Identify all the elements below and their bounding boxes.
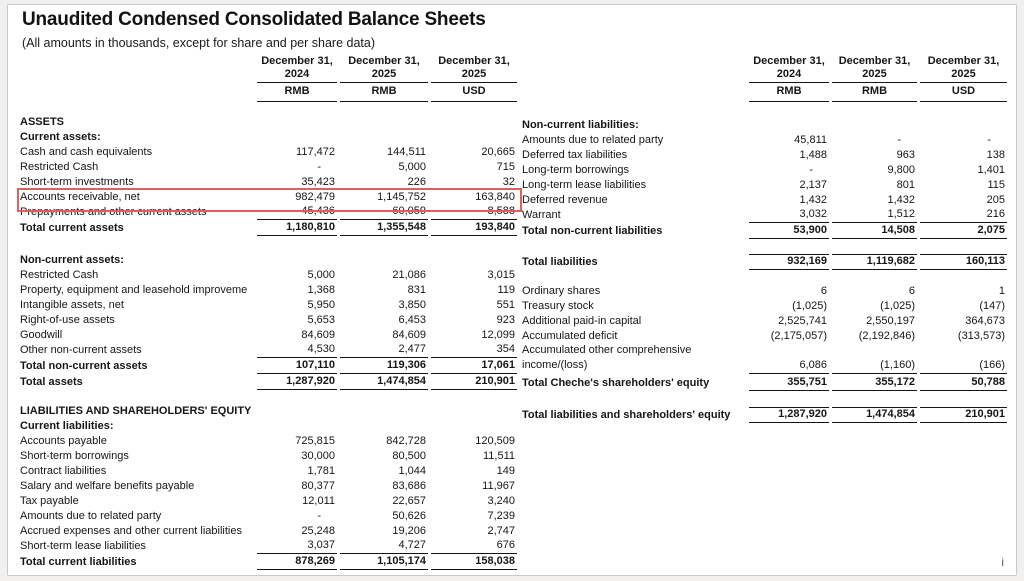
value-cell: 1,512 bbox=[832, 208, 917, 223]
row-label: Restricted Cash bbox=[20, 269, 99, 281]
value-cell bbox=[340, 144, 428, 145]
line-item-row bbox=[20, 205, 517, 220]
line-item-row bbox=[522, 163, 1007, 178]
column-header bbox=[920, 55, 1007, 102]
value-cell bbox=[920, 132, 1007, 133]
row-label: Short-term lease liabilities bbox=[20, 540, 146, 552]
value-cell: 11,511 bbox=[482, 450, 515, 462]
value-cell bbox=[340, 433, 428, 434]
row-label: Prepayments and other current assets bbox=[20, 206, 207, 218]
value-cell: 725,815 bbox=[295, 435, 335, 447]
value-cell: 2,747 bbox=[487, 525, 515, 537]
value-cell: 923 bbox=[496, 314, 515, 326]
value-cell: 1,401 bbox=[977, 164, 1005, 176]
row-label: Current liabilities: bbox=[20, 420, 114, 432]
row-label: Other non-current assets bbox=[20, 344, 142, 356]
row-label: Total non-current liabilities bbox=[522, 225, 663, 237]
value-cell: 120,509 bbox=[475, 435, 515, 447]
value-cell: 158,038 bbox=[431, 555, 517, 570]
document-page bbox=[7, 4, 1017, 576]
value-cell: 1,287,920 bbox=[257, 375, 337, 390]
row-label: ASSETS bbox=[20, 116, 65, 128]
page-number: i bbox=[1001, 555, 1004, 569]
value-cell: 1,044 bbox=[398, 465, 426, 477]
line-item-row bbox=[20, 160, 517, 175]
row-label-line: Accumulated other comprehensive bbox=[522, 344, 692, 356]
value-cell: 80,500 bbox=[392, 450, 426, 462]
value-cell: 3,850 bbox=[398, 299, 426, 311]
column-year-label: 2024 bbox=[257, 68, 337, 83]
line-item-row bbox=[20, 539, 517, 554]
column-year-label: 2025 bbox=[832, 68, 917, 83]
column-header bbox=[749, 55, 829, 102]
value-cell: 982,479 bbox=[295, 191, 335, 203]
value-cell: 83,686 bbox=[392, 480, 426, 492]
value-cell: 32 bbox=[502, 176, 515, 188]
row-label: Treasury stock bbox=[522, 300, 594, 312]
value-cell: 5,653 bbox=[307, 314, 335, 326]
row-label: Restricted Cash bbox=[20, 161, 99, 173]
column-year-label: 2025 bbox=[431, 68, 517, 83]
total-row bbox=[20, 554, 517, 570]
value-cell: 3,032 bbox=[749, 208, 829, 223]
value-cell: 2,550,197 bbox=[866, 315, 915, 327]
column-header bbox=[340, 55, 428, 102]
value-cell: (147) bbox=[979, 300, 1005, 312]
line-item-row bbox=[522, 178, 1007, 193]
line-item-row bbox=[20, 509, 517, 524]
column-header bbox=[832, 55, 917, 102]
value-cell: 1,287,920 bbox=[749, 407, 829, 423]
column-year-label: 2024 bbox=[749, 68, 829, 83]
value-cell: (313,573) bbox=[957, 330, 1005, 342]
line-item-row bbox=[20, 449, 517, 464]
row-label: Long-term borrowings bbox=[522, 164, 629, 176]
section-row bbox=[20, 404, 517, 419]
value-cell bbox=[257, 144, 337, 145]
row-label: Short-term investments bbox=[20, 176, 134, 188]
value-cell: 1,474,854 bbox=[340, 375, 428, 390]
row-label-line: income/(loss) bbox=[522, 359, 588, 371]
value-cell: 801 bbox=[896, 179, 915, 191]
value-cell: - bbox=[317, 510, 321, 522]
row-label: Current assets: bbox=[20, 131, 101, 143]
total-row bbox=[522, 407, 1007, 423]
row-label: Total current liabilities bbox=[20, 556, 137, 568]
column-currency-label: USD bbox=[431, 83, 517, 102]
value-cell: 107,110 bbox=[257, 359, 337, 374]
row-label: Non-current assets: bbox=[20, 254, 124, 266]
value-cell: 1,432 bbox=[799, 194, 827, 206]
value-cell: 35,423 bbox=[301, 176, 335, 188]
line-item-row bbox=[522, 284, 1007, 299]
value-cell: (1,160) bbox=[832, 359, 917, 374]
line-item-row bbox=[20, 283, 517, 298]
row-label: Total liabilities and shareholders' equity bbox=[522, 409, 731, 421]
value-cell: 22,657 bbox=[392, 495, 426, 507]
spacer-row bbox=[522, 391, 1007, 407]
column-currency-label: RMB bbox=[749, 83, 829, 102]
value-cell: 8,588 bbox=[431, 205, 517, 220]
column-date-label: December 31, bbox=[927, 55, 1000, 67]
value-cell: 19,206 bbox=[392, 525, 426, 537]
spacer-row bbox=[522, 239, 1007, 254]
value-cell bbox=[257, 129, 337, 130]
value-cell: 21,086 bbox=[392, 269, 426, 281]
value-cell: (2,192,846) bbox=[858, 330, 915, 342]
value-cell: 6 bbox=[908, 285, 915, 297]
value-cell bbox=[257, 433, 337, 434]
column-currency-label: RMB bbox=[257, 83, 337, 102]
value-cell: 9,800 bbox=[887, 164, 915, 176]
value-cell: - bbox=[987, 134, 991, 146]
value-cell: 5,000 bbox=[307, 269, 335, 281]
row-label: Warrant bbox=[522, 209, 561, 221]
row-label: Deferred tax liabilities bbox=[522, 149, 628, 161]
row-label: Total assets bbox=[20, 376, 83, 388]
value-cell: 355,751 bbox=[749, 376, 829, 391]
table-body bbox=[522, 115, 1007, 423]
line-item-row bbox=[522, 314, 1007, 329]
value-cell: 2,137 bbox=[799, 179, 827, 191]
right-balance-table bbox=[522, 55, 1007, 423]
line-item-row bbox=[20, 298, 517, 313]
value-cell: 53,900 bbox=[749, 224, 829, 239]
total-row bbox=[20, 358, 517, 374]
value-cell: 1,781 bbox=[307, 465, 335, 477]
section-row bbox=[20, 419, 517, 434]
column-date-label: December 31, bbox=[261, 55, 333, 67]
value-cell bbox=[257, 418, 337, 419]
line-item-row bbox=[522, 208, 1007, 223]
row-label: Total current assets bbox=[20, 222, 124, 234]
value-cell: 5,000 bbox=[398, 161, 426, 173]
value-cell: 842,728 bbox=[386, 435, 426, 447]
value-cell: 30,000 bbox=[301, 450, 335, 462]
value-cell: 25,248 bbox=[301, 525, 335, 537]
line-item-row bbox=[522, 344, 1007, 374]
value-cell: 60,059 bbox=[340, 205, 428, 220]
value-cell: 6 bbox=[820, 285, 827, 297]
value-cell: - bbox=[897, 134, 901, 146]
column-date-label: December 31, bbox=[753, 55, 825, 67]
value-cell: 715 bbox=[496, 161, 515, 173]
value-cell bbox=[749, 132, 829, 133]
value-cell bbox=[431, 267, 517, 268]
row-label: Intangible assets, net bbox=[20, 299, 124, 311]
value-cell: 1,145,752 bbox=[377, 191, 426, 203]
line-item-row bbox=[20, 145, 517, 160]
value-cell: 17,061 bbox=[431, 359, 517, 374]
value-cell: 144,511 bbox=[387, 146, 426, 158]
line-item-row bbox=[20, 175, 517, 190]
line-item-row bbox=[20, 494, 517, 509]
row-label bbox=[522, 343, 746, 374]
value-cell: 205 bbox=[986, 194, 1005, 206]
column-date-label: December 31, bbox=[348, 55, 420, 67]
value-cell: (166) bbox=[920, 359, 1007, 374]
total-row bbox=[20, 220, 517, 236]
section-row bbox=[20, 253, 517, 268]
value-cell: 4,727 bbox=[340, 539, 428, 554]
value-cell bbox=[340, 267, 428, 268]
value-cell: 163,840 bbox=[475, 191, 515, 203]
row-label: Tax payable bbox=[20, 495, 79, 507]
value-cell bbox=[431, 129, 517, 130]
line-item-row bbox=[20, 479, 517, 494]
column-date-label: December 31, bbox=[838, 55, 911, 67]
spacer-row bbox=[20, 236, 517, 253]
value-cell: 84,609 bbox=[392, 329, 426, 341]
value-cell: 11,967 bbox=[482, 480, 515, 492]
spacer-row bbox=[522, 270, 1007, 284]
column-header-row bbox=[522, 55, 1007, 100]
value-cell bbox=[431, 144, 517, 145]
line-item-row bbox=[20, 190, 517, 205]
section-row bbox=[522, 118, 1007, 133]
row-label: Additional paid-in capital bbox=[522, 315, 642, 327]
value-cell bbox=[257, 267, 337, 268]
value-cell: 14,508 bbox=[832, 224, 917, 239]
line-item-row bbox=[522, 299, 1007, 314]
value-cell: 226 bbox=[407, 176, 426, 188]
line-item-row bbox=[522, 193, 1007, 208]
value-cell: 12,099 bbox=[481, 329, 515, 341]
row-label: Amounts due to related party bbox=[20, 510, 162, 522]
row-label: Short-term borrowings bbox=[20, 450, 129, 462]
value-cell: 50,788 bbox=[920, 376, 1007, 391]
value-cell: (1,025) bbox=[792, 300, 827, 312]
value-cell: 5,950 bbox=[307, 299, 335, 311]
value-cell: 1 bbox=[998, 285, 1005, 297]
page-subtitle: (All amounts in thousands, except for share and per share data) bbox=[22, 36, 375, 50]
value-cell: 2,477 bbox=[340, 343, 428, 358]
value-cell: 355,172 bbox=[832, 376, 917, 391]
row-label: Salary and welfare benefits payable bbox=[20, 480, 195, 492]
value-cell: 50,626 bbox=[392, 510, 426, 522]
value-cell bbox=[340, 418, 428, 419]
row-label: Total liabilities bbox=[522, 256, 598, 268]
column-header bbox=[431, 55, 517, 102]
row-label: Accounts receivable, net bbox=[20, 191, 140, 203]
value-cell: 193,840 bbox=[431, 221, 517, 236]
value-cell: 138 bbox=[986, 149, 1005, 161]
row-label: Non-current liabilities: bbox=[522, 119, 639, 131]
value-cell: - bbox=[317, 161, 321, 173]
column-header bbox=[257, 55, 337, 102]
line-item-row bbox=[522, 329, 1007, 344]
row-label: LIABILITIES AND SHAREHOLDERS' EQUITY bbox=[20, 405, 252, 417]
value-cell: 12,011 bbox=[302, 495, 335, 507]
value-cell: 1,105,174 bbox=[340, 555, 428, 570]
value-cell: 216 bbox=[920, 208, 1007, 223]
value-cell: 210,901 bbox=[431, 375, 517, 390]
value-cell: 1,119,682 bbox=[832, 254, 917, 270]
row-label: Goodwill bbox=[20, 329, 63, 341]
line-item-row bbox=[20, 434, 517, 449]
value-cell: 963 bbox=[896, 149, 915, 161]
line-item-row bbox=[20, 464, 517, 479]
spacer-row bbox=[20, 390, 517, 404]
line-item-row bbox=[20, 343, 517, 358]
row-label: Accounts payable bbox=[20, 435, 107, 447]
row-label: Property, equipment and leasehold improveme bbox=[20, 284, 248, 296]
total-row bbox=[522, 223, 1007, 239]
value-cell bbox=[431, 418, 517, 419]
value-cell bbox=[340, 129, 428, 130]
row-label: Accumulated deficit bbox=[522, 330, 618, 342]
row-label: Accrued expenses and other current liabilities bbox=[20, 525, 242, 537]
value-cell: 210,901 bbox=[920, 407, 1007, 423]
value-cell: 3,240 bbox=[487, 495, 515, 507]
value-cell: 2,525,741 bbox=[778, 315, 827, 327]
total-row bbox=[522, 374, 1007, 391]
row-label: Deferred revenue bbox=[522, 194, 608, 206]
column-header-row bbox=[20, 55, 517, 100]
value-cell bbox=[431, 433, 517, 434]
line-item-row bbox=[20, 268, 517, 283]
value-cell: 6,453 bbox=[398, 314, 426, 326]
value-cell: 119 bbox=[497, 284, 515, 296]
value-cell: 4,530 bbox=[257, 343, 337, 358]
value-cell: 3,015 bbox=[487, 269, 515, 281]
value-cell: 6,086 bbox=[749, 359, 829, 374]
value-cell: 1,488 bbox=[799, 149, 827, 161]
column-year-label: 2025 bbox=[340, 68, 428, 83]
value-cell: (2,175,057) bbox=[770, 330, 827, 342]
column-currency-label: RMB bbox=[340, 83, 428, 102]
row-label: Total non-current assets bbox=[20, 360, 148, 372]
column-year-label: 2025 bbox=[920, 68, 1007, 83]
value-cell: 3,037 bbox=[257, 539, 337, 554]
value-cell: 2,075 bbox=[920, 224, 1007, 239]
value-cell: 1,474,854 bbox=[832, 407, 917, 423]
value-cell: 1,355,548 bbox=[340, 221, 428, 236]
value-cell: 878,269 bbox=[257, 555, 337, 570]
value-cell: 1,368 bbox=[307, 284, 335, 296]
value-cell: 20,665 bbox=[481, 146, 515, 158]
value-cell: 149 bbox=[496, 465, 515, 477]
row-label: Ordinary shares bbox=[522, 285, 601, 297]
value-cell: 45,436 bbox=[257, 205, 337, 220]
value-cell: - bbox=[809, 164, 813, 176]
left-balance-table bbox=[20, 55, 517, 570]
value-cell: 80,377 bbox=[301, 480, 335, 492]
line-item-row bbox=[20, 328, 517, 343]
row-label: Contract liabilities bbox=[20, 465, 107, 477]
value-cell: 84,609 bbox=[301, 329, 335, 341]
value-cell: (1,025) bbox=[880, 300, 915, 312]
value-cell: 7,239 bbox=[487, 510, 515, 522]
row-label: Total Cheche's shareholders' equity bbox=[522, 377, 710, 389]
line-item-row bbox=[522, 133, 1007, 148]
value-cell: 45,811 bbox=[794, 134, 827, 146]
value-cell: 932,169 bbox=[749, 254, 829, 270]
value-cell: 676 bbox=[431, 539, 517, 554]
column-currency-label: RMB bbox=[832, 83, 917, 102]
value-cell: 364,673 bbox=[965, 315, 1005, 327]
column-date-label: December 31, bbox=[438, 55, 510, 67]
value-cell: 1,180,810 bbox=[257, 221, 337, 236]
value-cell: 117,472 bbox=[296, 146, 335, 158]
total-row bbox=[522, 254, 1007, 270]
line-item-row bbox=[20, 524, 517, 539]
total-row bbox=[20, 374, 517, 390]
value-cell: 354 bbox=[431, 343, 517, 358]
value-cell: 160,113 bbox=[920, 254, 1007, 270]
section-row bbox=[20, 115, 517, 130]
value-cell: 1,432 bbox=[887, 194, 915, 206]
line-item-row bbox=[20, 313, 517, 328]
row-label: Right-of-use assets bbox=[20, 314, 115, 326]
row-label: Cash and cash equivalents bbox=[20, 146, 153, 158]
value-cell bbox=[832, 132, 917, 133]
line-item-row bbox=[522, 148, 1007, 163]
column-currency-label: USD bbox=[920, 83, 1007, 102]
page-title: Unaudited Condensed Consolidated Balance Sheets bbox=[22, 9, 486, 30]
value-cell: 831 bbox=[407, 284, 426, 296]
value-cell: 551 bbox=[496, 299, 515, 311]
table-body bbox=[20, 115, 517, 570]
section-row bbox=[20, 130, 517, 145]
row-label: Long-term lease liabilities bbox=[522, 179, 647, 191]
value-cell: 119,306 bbox=[340, 359, 428, 374]
row-label: Amounts due to related party bbox=[522, 134, 664, 146]
value-cell: 115 bbox=[987, 179, 1005, 191]
